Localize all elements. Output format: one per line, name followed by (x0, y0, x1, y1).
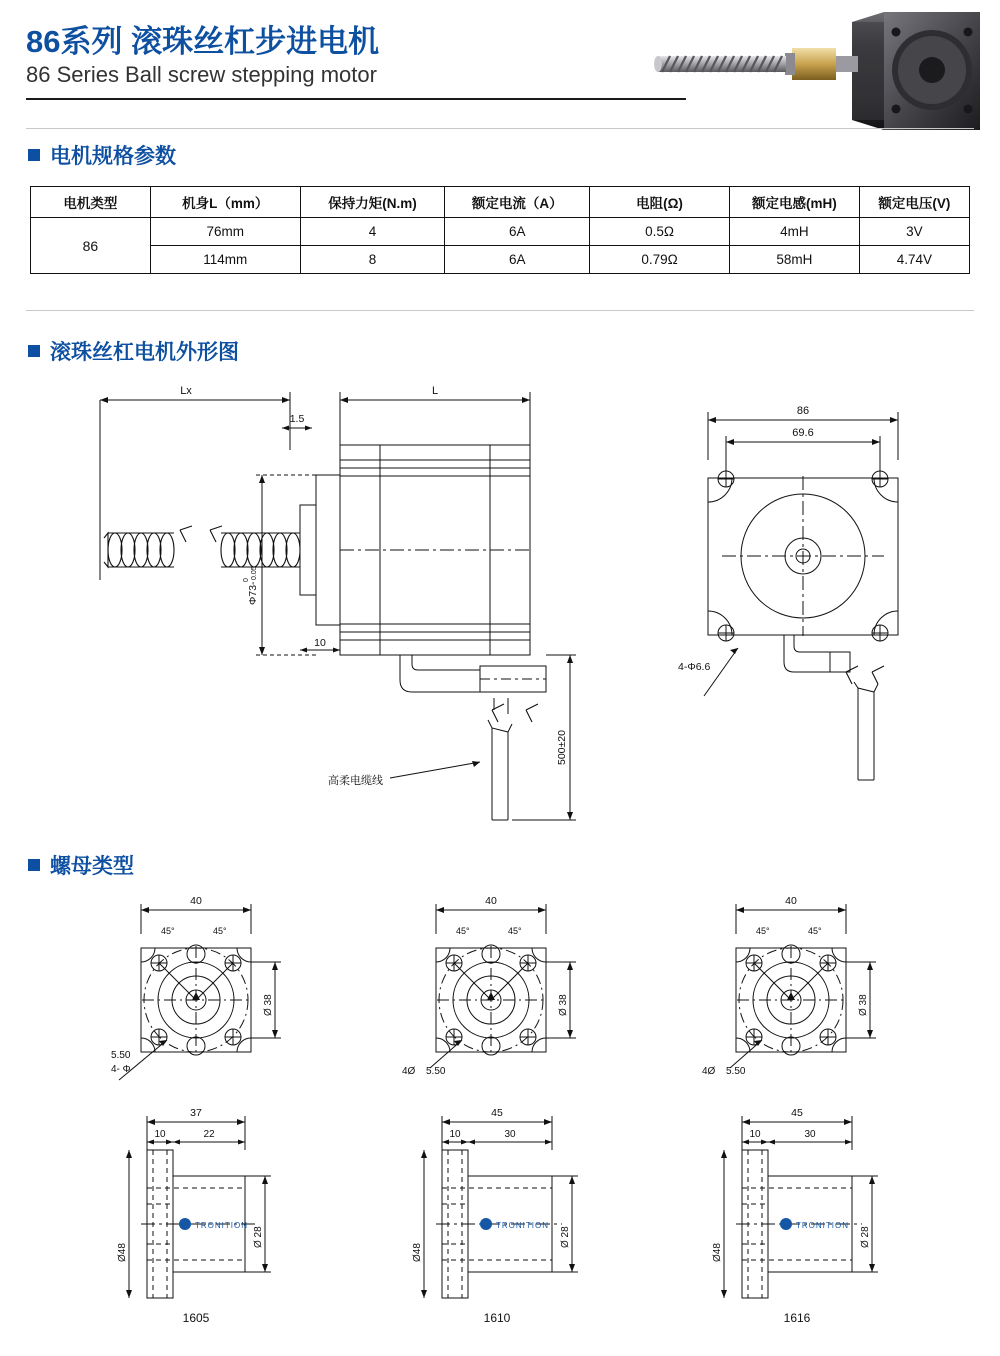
nut3-side-a: 10 (749, 1129, 761, 1140)
nut3-bolt-circle: Ø 38 (858, 994, 869, 1016)
nut2-angle-left: 45° (456, 926, 470, 936)
nut1-angle-left: 45° (161, 926, 175, 936)
page-title-cn: 86系列 滚珠丝杠步进电机 (26, 24, 380, 59)
section-heading-nut (28, 850, 134, 880)
nut2-inner-dia: Ø 28 (560, 1226, 571, 1248)
dim-69-6-label: 69.6 (792, 427, 814, 439)
cell-r1-c5: 58mH (729, 246, 859, 274)
nut3-angle-right: 45° (808, 926, 822, 936)
nut2-angle-right: 45° (508, 926, 522, 936)
nut3-hole-count: 4Ø (702, 1066, 716, 1077)
nut2-bolt-circle: Ø 38 (558, 994, 569, 1016)
nut3-dim-40: 40 (785, 895, 797, 907)
page-header (0, 0, 1000, 120)
dim-phi73-label: Φ73- (247, 581, 259, 605)
dim-86-label: 86 (796, 405, 810, 417)
nut3-hole-dim: 5.50 (726, 1066, 746, 1077)
nut1-bolt-circle: Ø 38 (263, 994, 274, 1016)
spec-table-wrapper (30, 186, 970, 274)
spec-table (30, 186, 970, 274)
section-heading-spec-label: 电机规格参数 (50, 145, 176, 168)
bullet-square-icon (28, 149, 40, 161)
hole-callout-label: 4-Φ6.6 (678, 661, 711, 673)
nut2-side-a: 10 (449, 1129, 461, 1140)
nut2-side-b: 30 (504, 1129, 516, 1140)
dim-1-5-label: 1.5 (289, 413, 305, 425)
table-row (31, 218, 970, 246)
nut2-side-total: 45 (491, 1107, 503, 1119)
cell-r0-c6: 3V (859, 218, 969, 246)
dim-phi73-tol-upper: 0 (243, 578, 250, 582)
nut1-caption: 1605 (182, 1311, 210, 1325)
table-header-row (31, 187, 970, 218)
nut3-side-total: 45 (791, 1107, 803, 1119)
section-divider-mid (26, 310, 974, 311)
nut1-hole-count: 4- Φ (111, 1064, 131, 1075)
nut1-inner-dia: Ø 28 (253, 1226, 264, 1248)
th-motor-type: 电机类型 (31, 187, 151, 218)
header-divider (26, 98, 686, 100)
nut2-outer-dia: Ø48 (412, 1243, 423, 1262)
cell-r1-c1: 114mm (150, 246, 300, 274)
nut1-outer-dia: Ø48 (117, 1243, 128, 1262)
nut3-inner-dia: Ø 28 (860, 1226, 871, 1248)
table-row (31, 246, 970, 274)
nut3-angle-left: 45° (756, 926, 770, 936)
section-heading-spec (28, 140, 176, 170)
cable-note-label: 高柔电缆线 (328, 775, 383, 787)
th-holding-torque: 保持力矩(N.m) (300, 187, 445, 218)
nut1-hole-dim: 5.50 (111, 1050, 131, 1061)
dim-l-label: L (431, 385, 439, 397)
cell-r0-c4: 0.5Ω (590, 218, 730, 246)
nut1-side-b: 22 (203, 1129, 215, 1140)
nut3-caption: 1616 (783, 1311, 811, 1325)
outline-drawing (60, 380, 960, 840)
nut3-outer-dia: Ø48 (712, 1243, 723, 1262)
nut1-angle-right: 45° (213, 926, 227, 936)
th-rated-current: 额定电流（A） (445, 187, 590, 218)
section-heading-outline-label: 滚珠丝杠电机外形图 (50, 341, 239, 364)
cell-r1-c6: 4.74V (859, 246, 969, 274)
cell-r1-c3: 6A (445, 246, 590, 274)
section-divider-top (26, 128, 974, 129)
nut2-hole-count: 4Ø (402, 1066, 416, 1077)
nut-drawing-1605 (105, 888, 345, 1328)
nut2-caption: 1610 (483, 1311, 511, 1325)
th-body-length: 机身L（mm） (150, 187, 300, 218)
nut2-dim-40: 40 (485, 895, 497, 907)
cell-model: 86 (31, 218, 151, 274)
nut2-brand: TRONITION (496, 1221, 549, 1230)
cell-r1-c2: 8 (300, 246, 445, 274)
nut1-side-total: 37 (190, 1107, 202, 1119)
dim-10-label: 10 (314, 637, 326, 649)
nut-drawing-1610 (400, 888, 640, 1328)
nut3-brand: TRONITION (796, 1221, 849, 1230)
nut2-hole-dim: 5.50 (426, 1066, 446, 1077)
cell-r0-c3: 6A (445, 218, 590, 246)
th-inductance: 额定电感(mH) (729, 187, 859, 218)
nut3-side-b: 30 (804, 1129, 816, 1140)
nut1-dim-40: 40 (190, 895, 202, 907)
bullet-square-icon (28, 345, 40, 357)
th-rated-voltage: 额定电压(V) (859, 187, 969, 218)
page-title-en: 86 Series Ball screw stepping motor (26, 62, 377, 87)
cell-r0-c1: 76mm (150, 218, 300, 246)
dim-lx-label: Lx (180, 385, 192, 397)
section-heading-nut-label: 螺母类型 (50, 855, 134, 878)
bullet-square-icon (28, 859, 40, 871)
section-heading-outline (28, 336, 239, 366)
dim-cable-length-label: 500±20 (556, 730, 568, 765)
cell-r1-c4: 0.79Ω (590, 246, 730, 274)
product-photo (640, 4, 985, 134)
nut1-side-a: 10 (154, 1129, 166, 1140)
cell-r0-c2: 4 (300, 218, 445, 246)
nut-drawing-1616 (700, 888, 940, 1328)
th-resistance: 电阻(Ω) (590, 187, 730, 218)
dim-phi73-tol-lower: 0.05 (251, 566, 258, 580)
nut1-brand: TRONITION (195, 1221, 248, 1230)
cell-r0-c5: 4mH (729, 218, 859, 246)
